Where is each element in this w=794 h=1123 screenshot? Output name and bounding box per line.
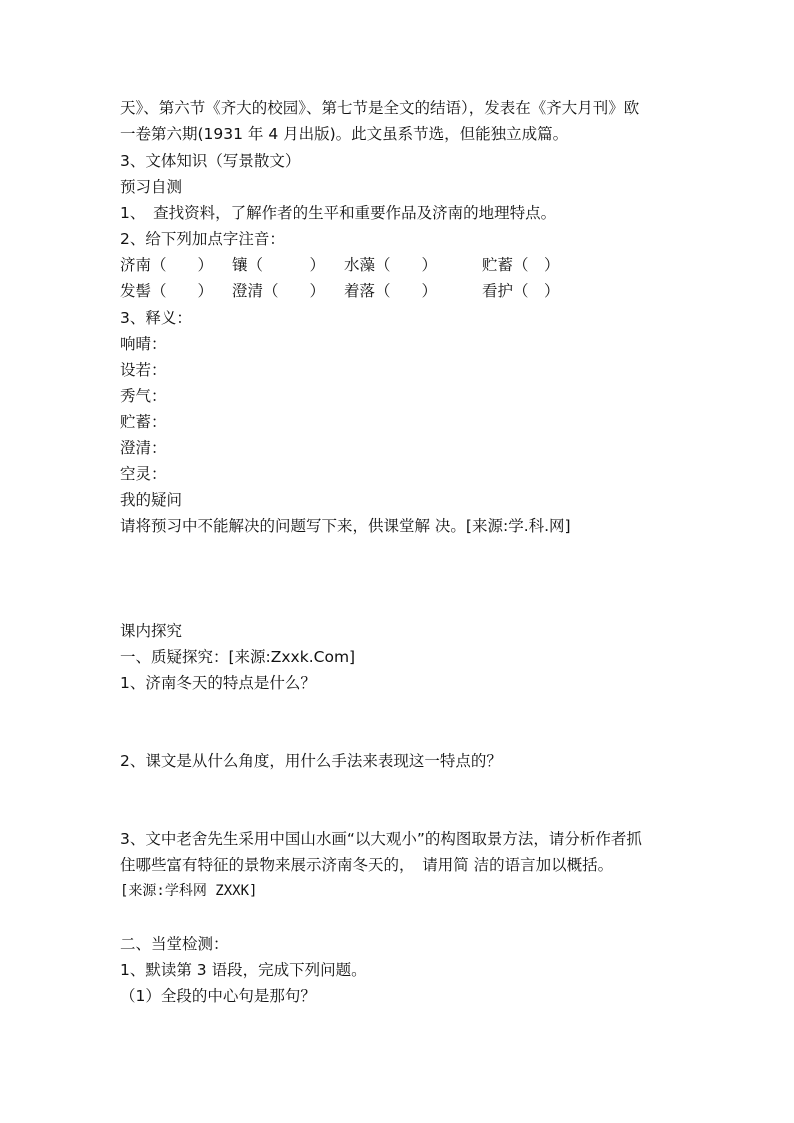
intro-line-1: 天》、第六节《齐大的校园》、第七节是全文的结语），发表在《齐大月刊》欧	[120, 99, 640, 117]
check-heading: 二、当堂检测：	[120, 935, 229, 953]
inquiry-heading: 课内探究	[120, 622, 183, 640]
check-sub-question-1: （1）全段的中心句是那句？	[120, 987, 316, 1005]
inquiry-question-3-line-1: 3、文中老舍先生采用中国山水画“以大观小”的构图取景方法，请分析作者抓	[120, 830, 642, 848]
preview-heading: 预习自测	[120, 178, 183, 196]
check-question-1: 1、默读第 3 语段，完成下列问题。	[120, 961, 367, 979]
inquiry-question-1: 1、济南冬天的特点是什么？	[120, 674, 316, 692]
inquiry-question-3-line-2: 住哪些富有特征的景物来展示济南冬天的， 请用简 洁的语言加以概括。	[120, 856, 614, 874]
pinyin-item: 看护（ ）	[482, 282, 560, 300]
preview-question-1: 1、 查找资料，了解作者的生平和重要作品及济南的地理特点。	[120, 204, 557, 222]
pinyin-item: 镶（ ）	[232, 256, 326, 274]
pinyin-item: 发髻（ ）	[120, 282, 214, 300]
doubts-instructions: 请将预习中不能解决的问题写下来，供课堂解 决。[来源:学.科.网]	[120, 517, 571, 535]
term-item: 响晴：	[120, 335, 167, 353]
doubts-heading: 我的疑问	[120, 491, 183, 509]
pinyin-item: 着落（ ）	[344, 282, 438, 300]
preview-question-3: 3、释义：	[120, 309, 192, 327]
genre-knowledge: 3、文体知识（写景散文）	[120, 152, 301, 170]
inquiry-question-2: 2、课文是从什么角度，用什么手法来表现这一特点的？	[120, 752, 502, 770]
inquiry-section-1: 一、质疑探究：[来源:Zxxk.Com]	[120, 648, 356, 666]
term-item: 设若：	[120, 361, 167, 379]
term-item: 澄清：	[120, 439, 167, 457]
source-note: [来源:学科网 ZXXK]	[120, 883, 258, 899]
pinyin-item: 澄清（ ）	[232, 282, 326, 300]
pinyin-item: 济南（ ）	[120, 256, 214, 274]
pinyin-item: 水藻（ ）	[344, 256, 438, 274]
intro-line-2: 一卷第六期(1931 年 4 月出版)。此文虽系节选，但能独立成篇。	[120, 125, 569, 143]
term-item: 空灵：	[120, 465, 167, 483]
term-item: 贮蓄：	[120, 413, 167, 431]
pinyin-item: 贮蓄（ ）	[482, 256, 560, 274]
preview-question-2: 2、给下列加点字注音：	[120, 230, 285, 248]
term-item: 秀气：	[120, 387, 167, 405]
